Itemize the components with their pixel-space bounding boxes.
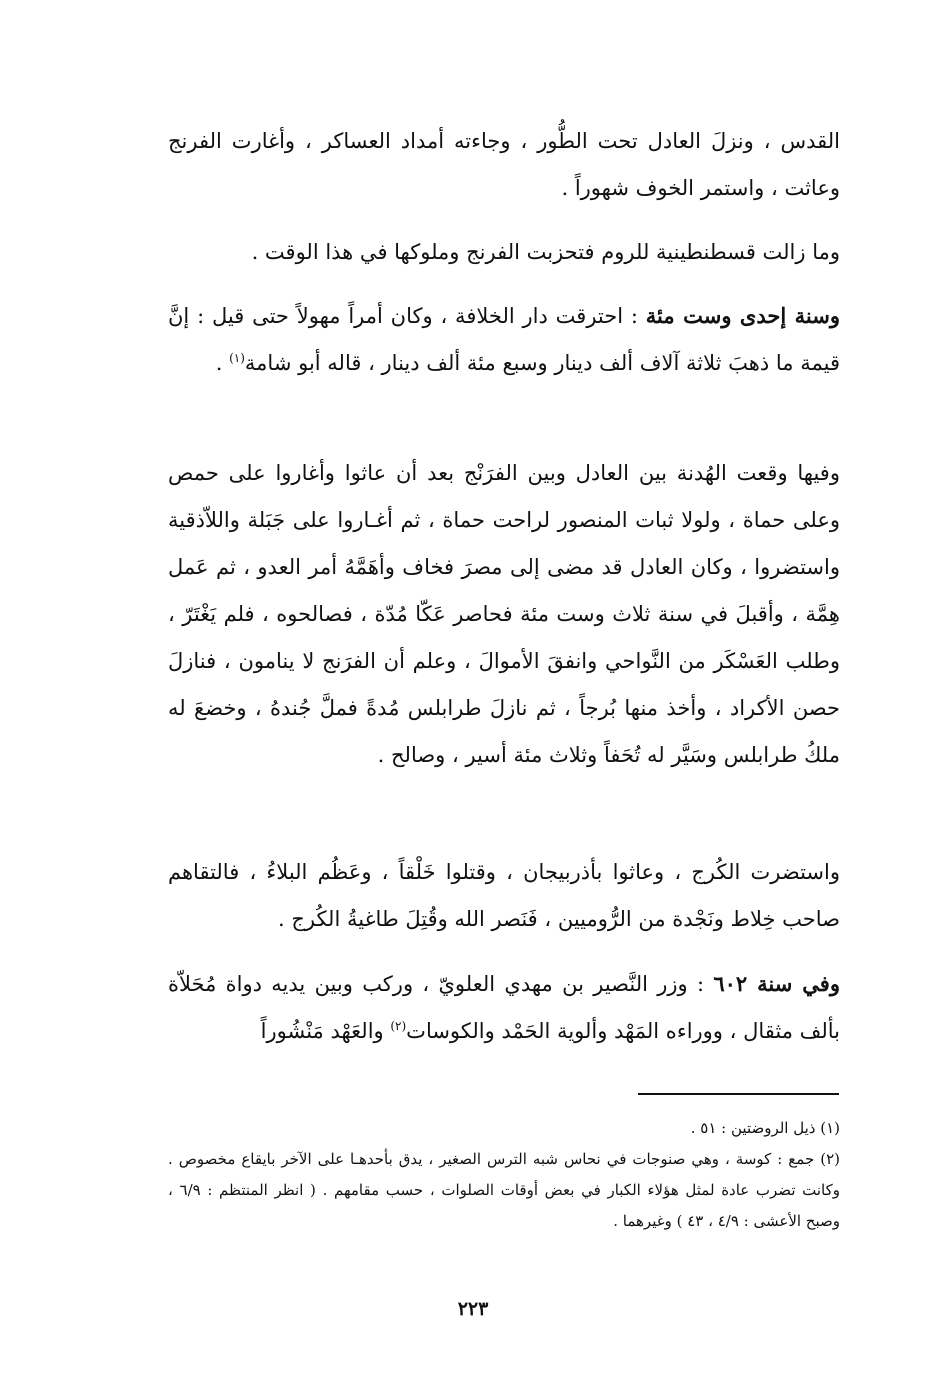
- paragraph-2: وما زالت قسطنطينية للروم فتحزبت الفرنج وملوكها في هذا الوقت .: [251, 240, 840, 264]
- paragraph-1-block: [168, 118, 840, 212]
- paragraph-3: [168, 292, 840, 387]
- paragraph-3-end: .: [215, 351, 230, 375]
- paragraph-2-block: [168, 229, 840, 276]
- year-601-heading: وسنة إحدى وست مئة: [645, 303, 840, 328]
- paragraph-3-block: [168, 292, 840, 387]
- paragraph-6-block: [168, 960, 840, 1055]
- paragraph-3-text: : احترقت دار الخلافة ، وكان أمراً مهولاً حتى قيل : إنَّ قيمة ما ذهبَ ثلاثة آلاف ألف دينار وسبع مئة ألف دينار ، قاله أبو شامة: [168, 304, 840, 375]
- paragraph-4: وفيها وقعت الهُدنة بين العادل وبين الفرَنْج بعد أن عاثوا وأغاروا على حمص وعلى حماة ، ولولا ثبات المنصور لراحت حماة ، ثم أغـاروا على جَبَلة واللاّذقية واستضروا ، وكان العادل قد مضى إلى مصرَ فخاف وأهَمَّهُ أمر العدو ، ثم عَمل هِمَّة ، وأقبلَ في سنة ثلاث وست مئة فحاصر عَكّا مُدّة ، فصالحوه ، فلم يَغْتَرّ ، وطلب العَسْكَر من النَّواحي وانفقَ الأموالَ ، وعلم أن الفرَنج لا ينامون ، فنازلَ حصن الأكراد ، وأخذ منها بُرجاً ، ثم نازلَ طرابلس مُدةً فملَّ جُندهُ ، وخضعَ له ملكُ طرابلس وسَيَّر له تُحَفاً وثلاث مئة أسير ، وصالح .: [168, 461, 840, 767]
- footnote-2: (٢) جمع : كوسة ، وهي صنوجات في نحاس شبه الترس الصغير ، يدق بأحدهـا على الآخر بايقاع مخصوص . وكانت تضرب عادة لمثل هؤلاء الكبار في بعض أوقات الصلوات ، حسب مقامهم . ( انظر المنتظم : ٦/٩ ، وصبح الأعشى : ٤/٩ ، ٤٣ ) وغيرهما .: [168, 1150, 841, 1230]
- year-602-heading: وفي سنة ٦٠٢: [713, 971, 840, 996]
- footnote-ref-2: (٢): [390, 1019, 407, 1033]
- paragraph-5-block: [168, 849, 840, 943]
- footnote-ref-1: (١): [229, 351, 245, 365]
- footnotes: [168, 1113, 840, 1237]
- paragraph-6-end: والعَهْد مَنْشُوراً: [260, 1019, 391, 1043]
- footnote-1: (١) ذيل الروضتين : ٥١ .: [690, 1119, 840, 1137]
- page-number: ٢٢٣: [457, 1298, 489, 1320]
- footnote-separator: [638, 1093, 839, 1095]
- paragraph-6: [168, 960, 840, 1055]
- paragraph-5: واستضرت الكُرج ، وعاثوا بأذربيجان ، وقتلوا خَلْقاً ، وعَظُم البلاءُ ، فالتقاهم صاحب خِلاط ونَجْدة من الرُّوميين ، فَنَصر الله وقُتِلَ طاغيةُ الكُرج .: [168, 860, 840, 931]
- paragraph-6-text: : وزر النَّصير بن مهدي العلويّ ، وركب وبين يديه دواة مُحَلاّة بألف مثقال ، ووراءه المَهْد وألوية الحَمْد والكوسات: [168, 972, 840, 1043]
- paragraph-1: القدس ، ونزلَ العادل تحت الطُّور ، وجاءته أمداد العساكر ، وأغارت الفرنج وعاثت ، واستمر الخوف شهوراً .: [168, 129, 840, 200]
- paragraph-4-block: [168, 450, 840, 779]
